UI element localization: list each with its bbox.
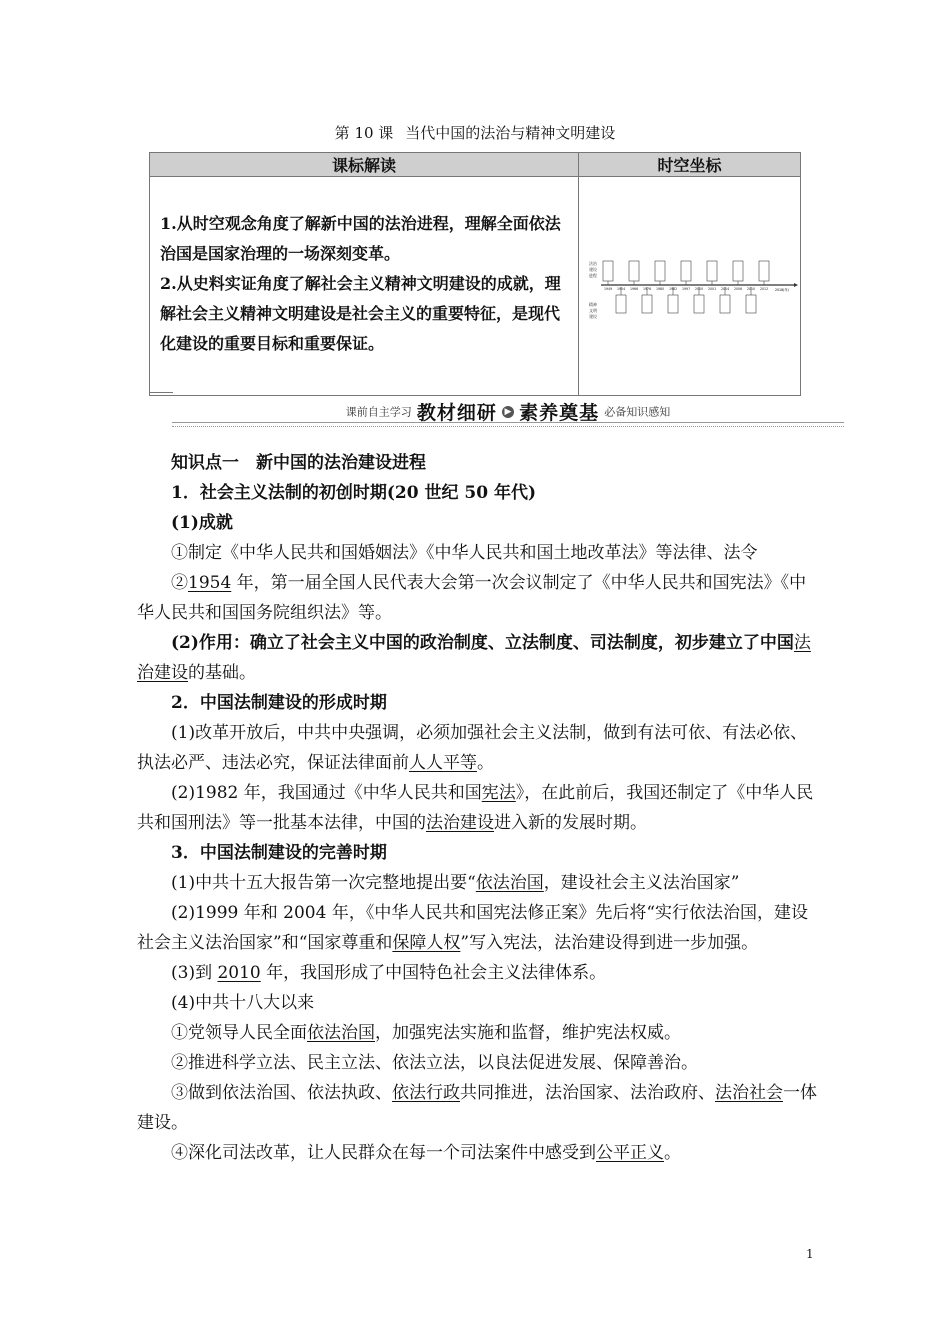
banner-right-text: 必备知识感知 [604,405,671,419]
timeline-event-box [629,261,639,281]
overview-table [149,152,801,396]
paragraph-3b: (2)1999 年和 2004 年，《中华人民共和国宪法修正案》先后将“实行依法治国，建设社会主义法治国家”和“国家尊重和保障人权”写入宪法，法治建设得到进一步加强。 [137,903,809,953]
paragraph-3h: ④深化司法改革，让人民群众在每一个司法案件中感受到公平正义。 [171,1143,681,1163]
timeline-event-box [707,261,717,281]
curriculum-item-2: 2.从史料实证角度了解社会主义精神文明建设的成就，理解社会主义精神文明建设是社会主义的重要特征，是现代化建设的重要目标和重要保证。 [160,274,561,353]
timeline-year-label: 2006 [734,287,743,291]
timeline-cell [579,177,801,396]
svg-text:进程: 进程 [589,273,597,278]
curriculum-item-1: 1.从时空观念角度了解新中国的法治进程，理解全面依法治国是国家治理的一场深刻变革。 [160,214,561,263]
main-content [137,448,817,1168]
timeline-event-box [720,295,730,313]
banner-main-2: 素养奠基 [519,402,600,424]
banner-left-text: 课前自主学习 [345,405,412,419]
timeline-event-box [746,295,756,313]
table-bottom-rule [149,392,173,393]
arrow-circle-icon: ▶ [502,406,514,418]
table-header-timeline: 时空坐标 [579,153,801,177]
timeline-arrow-icon [794,283,798,287]
timeline-event-box [655,261,665,281]
timeline-year-label: 2001 [708,287,717,291]
timeline-year-label: 1982 [669,287,678,291]
paragraph-1b: ②1954 年，第一届全国人民代表大会第一次会议制定了《中华人民共和国宪法》《中华人民共和国国务院组织法》等。 [137,573,807,623]
timeline-event-box [603,261,613,281]
timeline-label-top: 法治 [589,261,597,266]
svg-text:建设: 建设 [589,267,597,272]
timeline-year-end: 2018(年) [775,288,789,292]
banner-main-1: 教材细研 [416,402,497,424]
timeline-event-box [681,261,691,281]
timeline-event-box [668,295,678,313]
timeline-year-label: 1949 [604,287,613,291]
paragraph-2b: (2)1982 年，我国通过《中华人民共和国宪法》，在此前后，我国还制定了《中华人民共和国刑法》等一批基本法律，中国的法治建设进入新的发展时期。 [137,783,814,833]
timeline-label-bottom: 精神 [589,302,597,307]
timeline-event-box [694,295,704,313]
paragraph-1c: (2)作用：确立了社会主义中国的政治制度、立法制度、司法制度，初步建立了中国法治建设的基础。 [137,633,811,683]
paragraph-3g: ③做到依法治国、依法执政、依法行政共同推进，法治国家、法治政府、法治社会一体建设。 [137,1083,817,1133]
page-number: 1 [806,1247,814,1261]
lesson-number: 第 10 课 [334,124,394,142]
timeline-year-label: 2012 [760,287,769,291]
curriculum-cell [150,177,579,396]
timeline-diagram [589,243,799,323]
section-heading: 知识点一 新中国的法治建设进程 [171,453,426,473]
lesson-name: 当代中国的法治与精神文明建设 [405,124,616,142]
timeline-year-label: 2004 [721,287,730,291]
subheading-1-1: (1)成就 [171,513,233,533]
timeline-year-label: 1976 [643,287,652,291]
paragraph-3e: ①党领导人民全面依法治国，加强宪法实施和监督，维护宪法权威。 [171,1023,681,1043]
timeline-year-label: 2000 [695,287,704,291]
paragraph-3a: (1)中共十五大报告第一次完整地提出要“依法治国，建设社会主义法治国家” [171,873,740,893]
paragraph-2a: (1)改革开放后，中共中央强调，必须加强社会主义法制，做到有法可依、有法必依、执法必严、违法必究，保证法律面前人人平等。 [137,723,808,773]
paragraph-3d: (4)中共十八大以来 [171,993,315,1013]
timeline-year-label: 1980 [656,287,665,291]
section-banner [172,398,844,430]
svg-text:文明: 文明 [589,308,597,313]
timeline-year-label: 1997 [682,287,691,291]
subheading-2: 2．中国法制建设的形成时期 [171,693,387,713]
subheading-3: 3．中国法制建设的完善时期 [171,843,387,863]
timeline-year-label: 1954 [617,287,626,291]
svg-text:建设: 建设 [589,314,597,319]
timeline-event-box [642,295,652,313]
subheading-1: 1．社会主义法制的初创时期(20 世纪 50 年代) [171,483,536,503]
timeline-event-box [616,295,626,313]
paragraph-1a: ①制定《中华人民共和国婚姻法》《中华人民共和国土地改革法》等法律、法令 [171,543,758,563]
paragraph-3f: ②推进科学立法、民主立法、依法立法，以良法促进发展、保障善治。 [171,1053,698,1073]
paragraph-3c: (3)到 2010 年，我国形成了中国特色社会主义法律体系。 [171,963,607,983]
timeline-year-label: 1966 [630,287,639,291]
table-header-curriculum: 课标解读 [150,153,579,177]
timeline-event-box [759,261,769,281]
timeline-year-label: 2010 [747,287,756,291]
page-title [0,122,950,143]
timeline-event-box [733,261,743,281]
